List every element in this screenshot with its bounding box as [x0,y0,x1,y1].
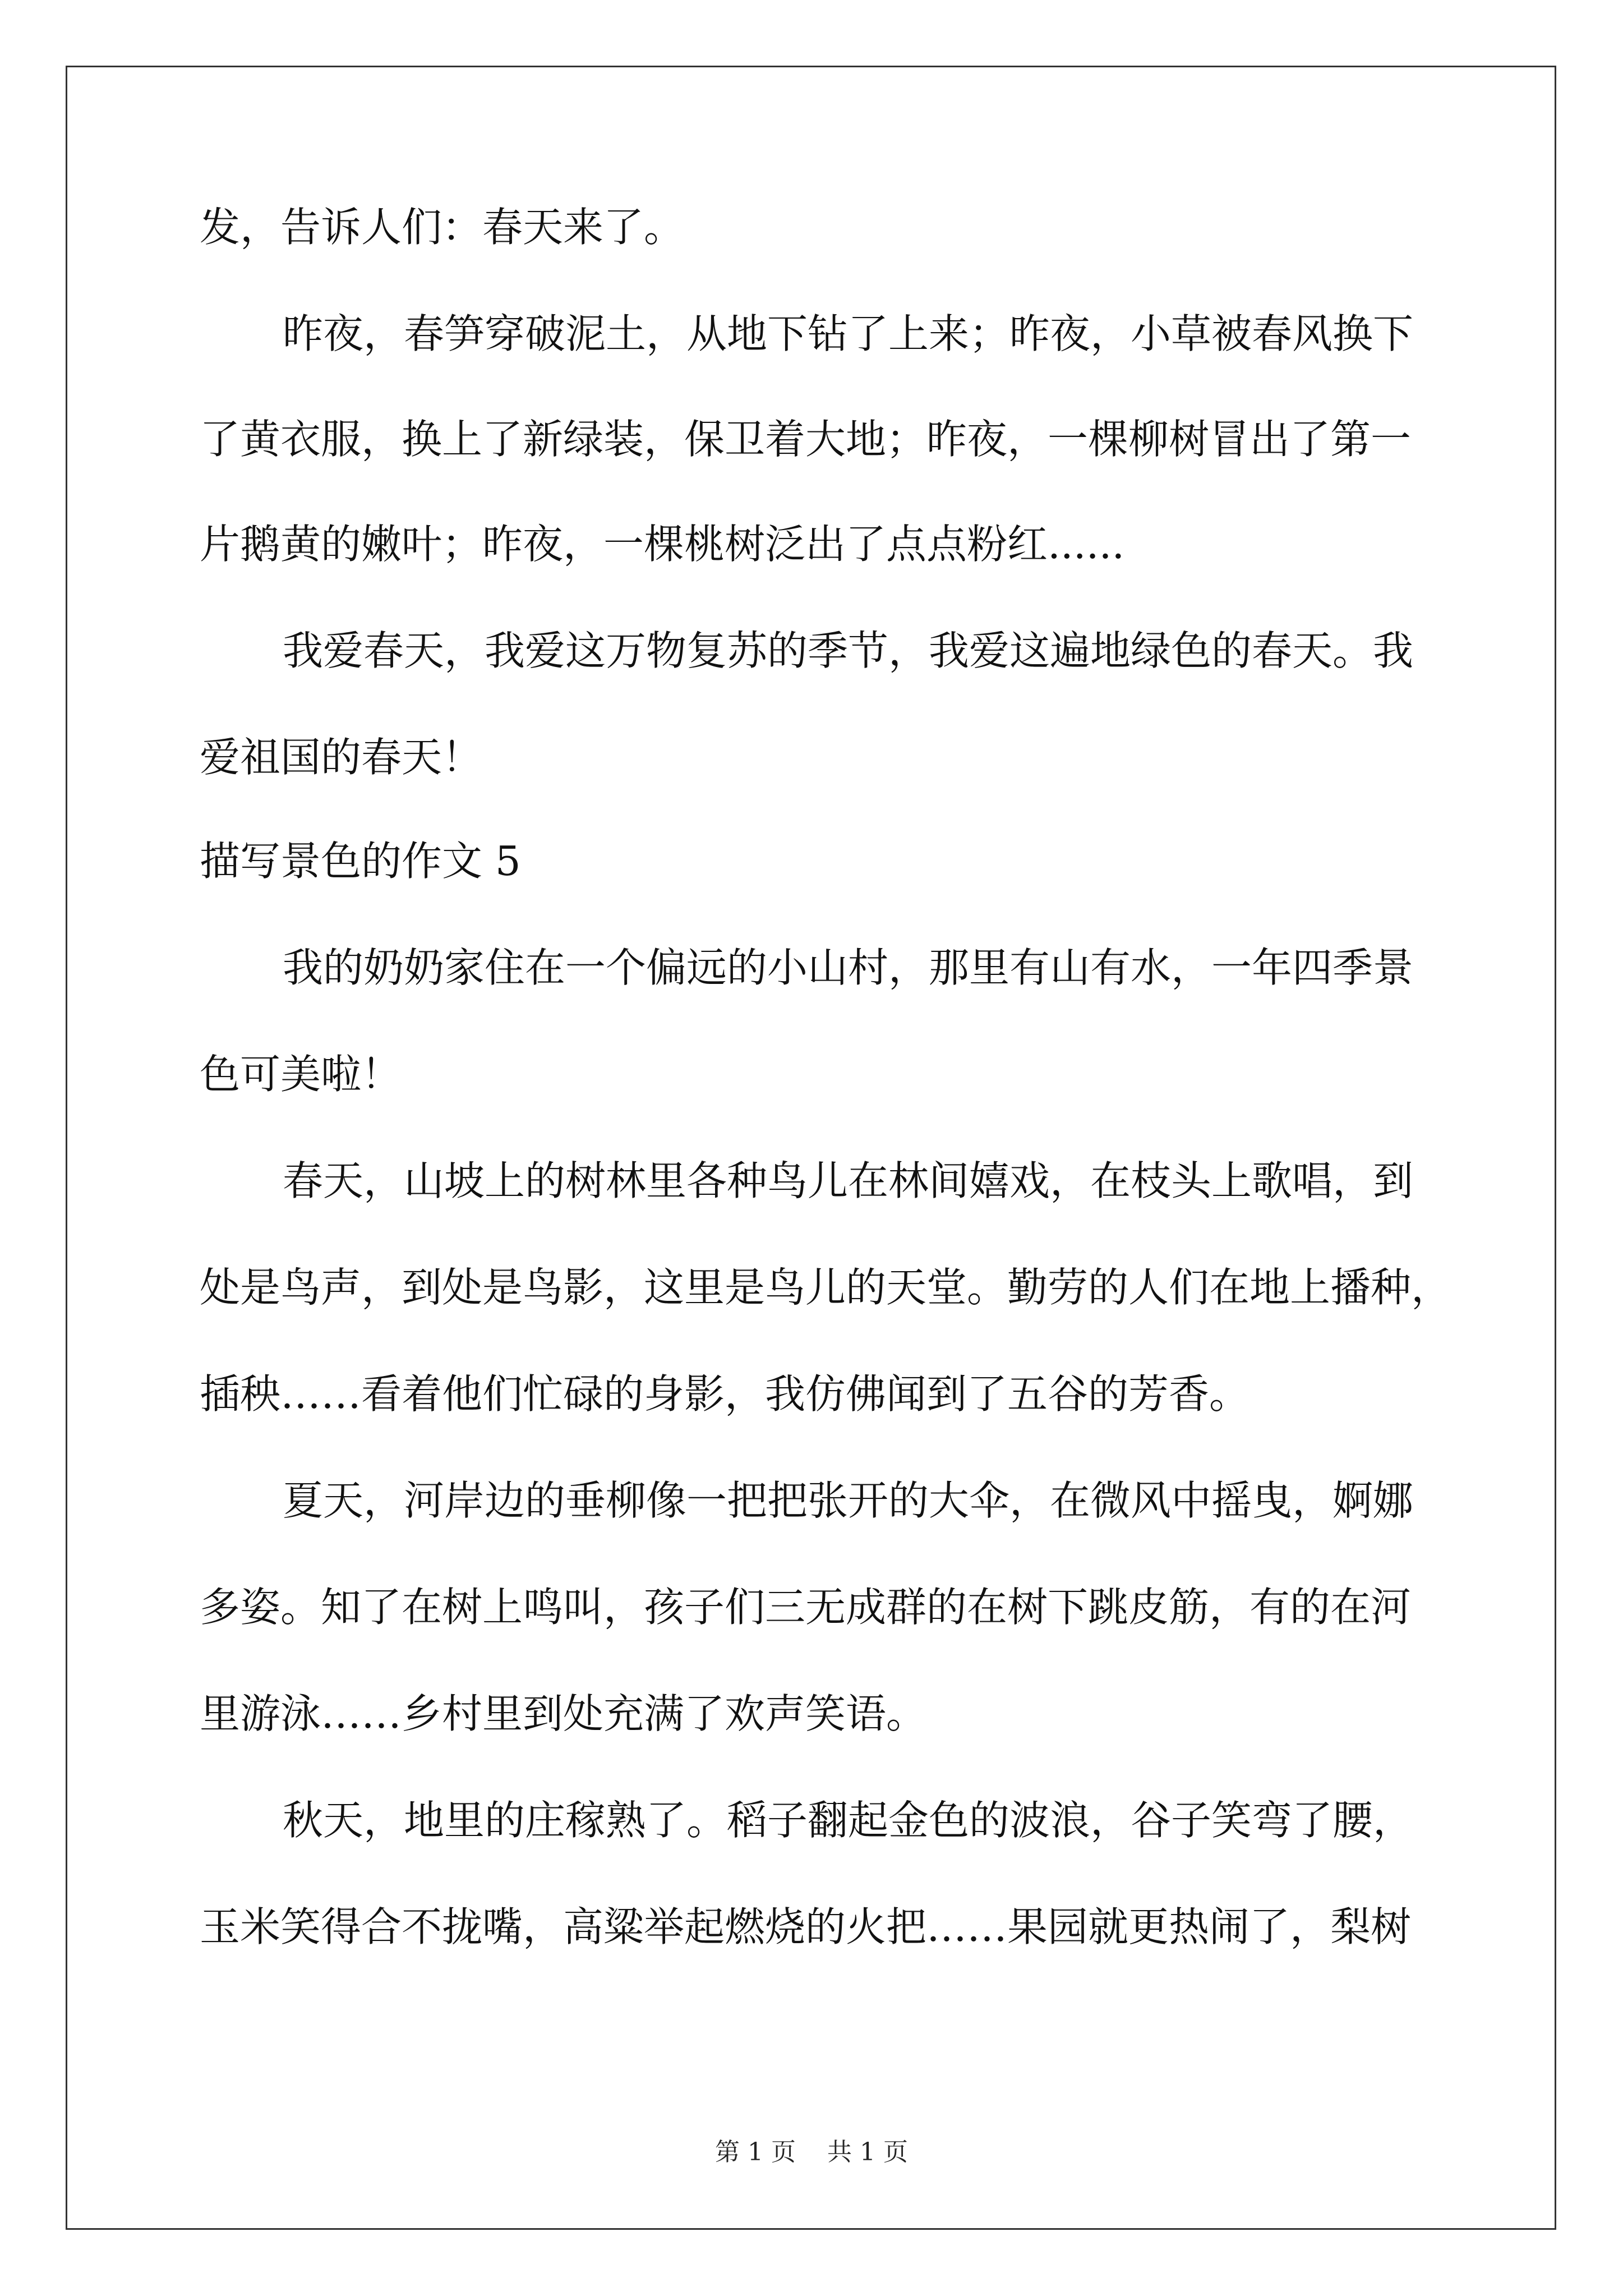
page-number: 第 1 页 [715,2138,796,2166]
paragraph-line: 多姿。知了在树上鸣叫，孩子们三无成群的在树下跳皮筋，有的在河 [200,1584,1412,1631]
paragraph-line: 里游泳……乡村里到处充满了欢声笑语。 [200,1690,927,1737]
section-heading: 描写景色的作文 5 [200,838,521,885]
paragraph-line: 夏天，河岸边的垂柳像一把把张开的大伞，在微风中摇曳，婀娜 [283,1477,1414,1524]
paragraph-line: 我的奶奶家住在一个偏远的小山村，那里有山有水，一年四季景 [283,944,1414,991]
paragraph-line: 片鹅黄的嫩叶；昨夜，一棵桃树泛出了点点粉红...... [200,521,1125,568]
paragraph-line: 处是鸟声，到处是鸟影，这里是鸟儿的天堂。勤劳的人们在地上播种， [200,1264,1452,1311]
paragraph-line: 春天，山坡上的树林里各种鸟儿在林间嬉戏，在枝头上歌唱，到 [283,1157,1414,1204]
paragraph-line: 了黄衣服，换上了新绿装，保卫着大地；昨夜，一棵柳树冒出了第一 [200,416,1412,463]
paragraph-line: 我爱春天，我爱这万物复苏的季节，我爱这遍地绿色的春天。我 [283,627,1414,674]
page-total: 共 1 页 [827,2138,908,2166]
paragraph-line: 昨夜，春笋穿破泥土，从地下钻了上来；昨夜，小草被春风换下 [283,310,1414,357]
paragraph-line: 爱祖国的春天！ [200,734,483,781]
page-footer [0,2132,1623,2168]
paragraph-line: 插秧……看着他们忙碌的身影，我仿佛闻到了五谷的芳香。 [200,1370,1250,1418]
paragraph-line: 玉米笑得合不拢嘴，高粱举起燃烧的火把……果园就更热闹了，梨树 [200,1903,1412,1950]
paragraph-line: 色可美啦！ [200,1051,402,1098]
paragraph-line: 秋天，地里的庄稼熟了。稻子翻起金色的波浪，谷子笑弯了腰， [283,1797,1414,1844]
paragraph-line: 发，告诉人们：春天来了。 [200,204,685,251]
